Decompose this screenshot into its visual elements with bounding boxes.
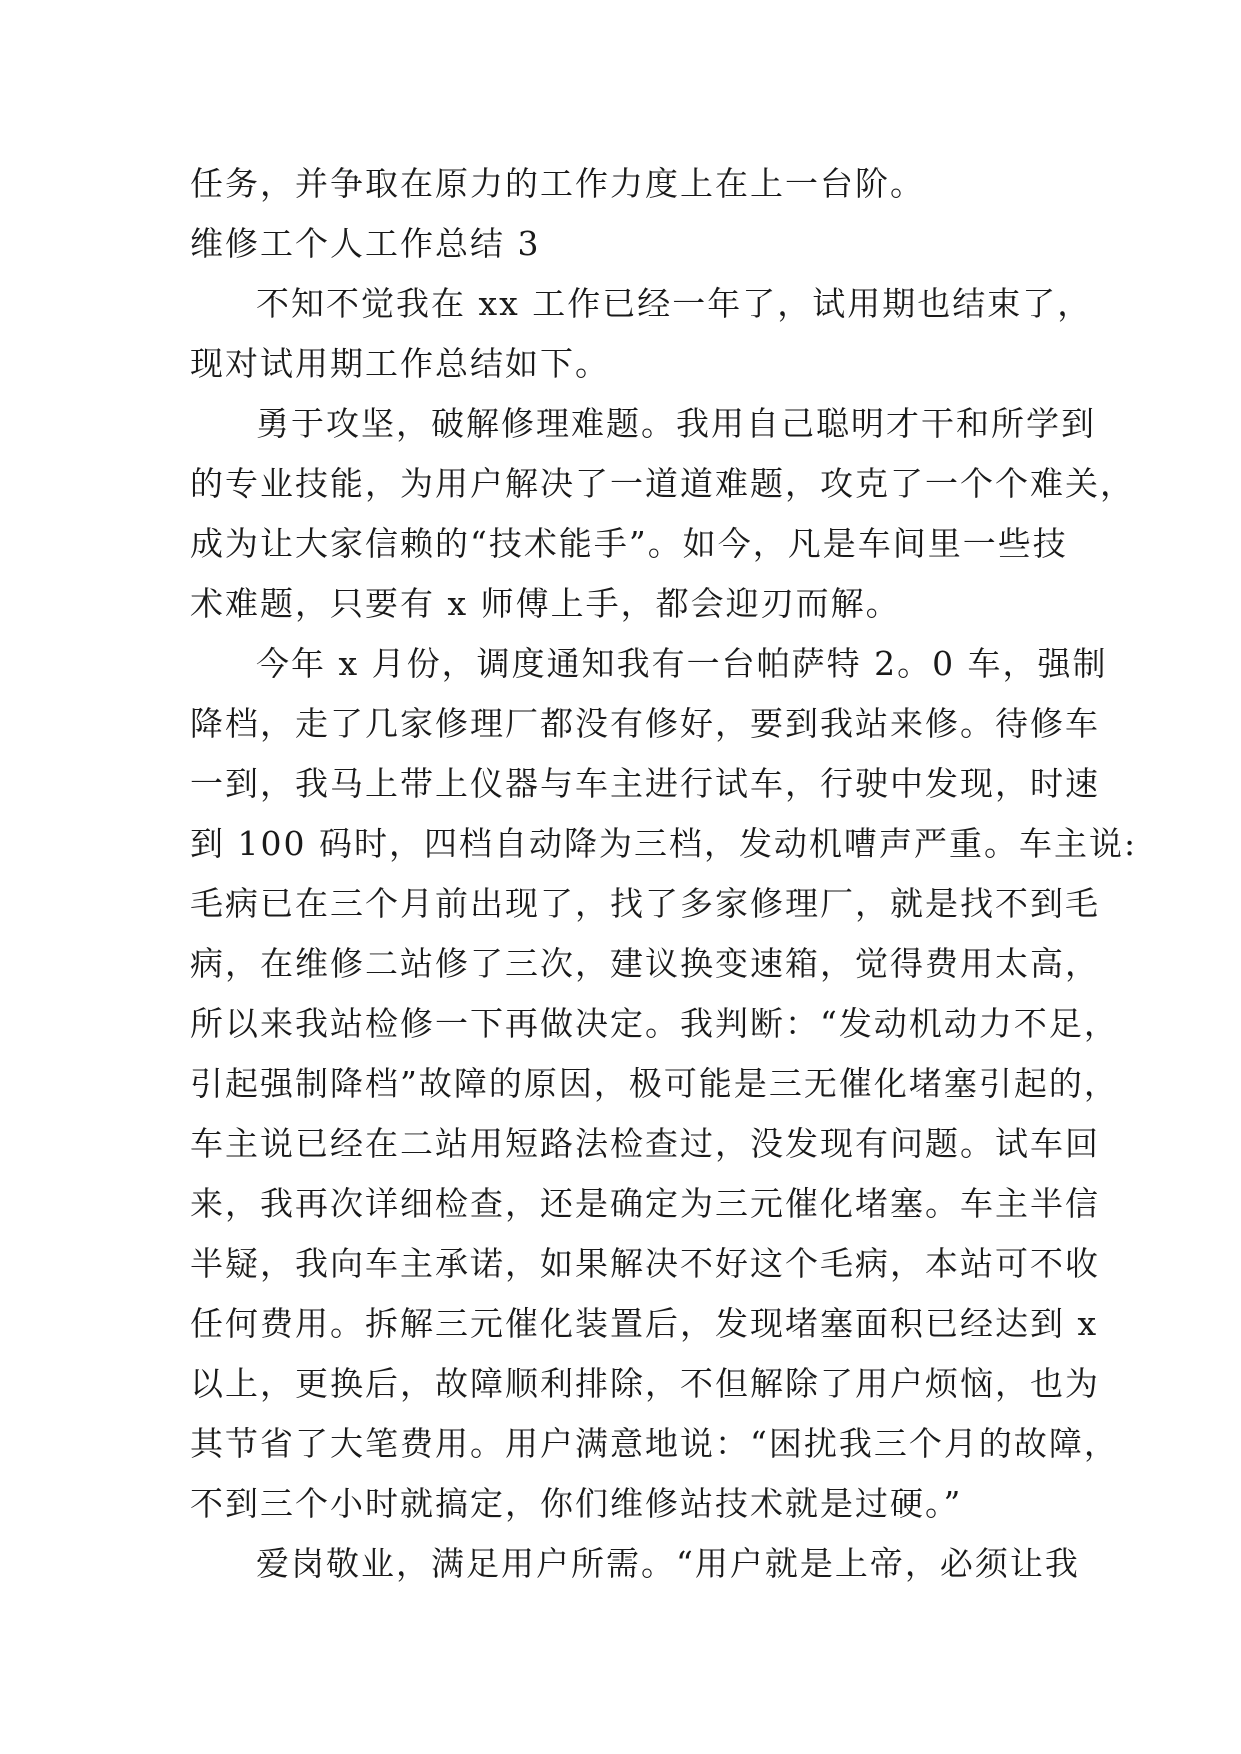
text-line: 所以来我站检修一下再做决定。我判断：“发动机动力不足，: [190, 1004, 1119, 1043]
text-line: 到 100 码时，四档自动降为三档，发动机嘈声严重。车主说:: [190, 824, 1138, 863]
text-line: 一到，我马上带上仪器与车主进行试车，行驶中发现，时速: [190, 764, 1100, 803]
text-line: 病，在维修二站修了三次，建议换变速箱，觉得费用太高，: [190, 944, 1100, 983]
text-line: 降档，走了几家修理厂都没有修好，要到我站来修。待修车: [190, 704, 1100, 743]
section-heading: 维修工个人工作总结 3: [190, 224, 541, 263]
document-body: [190, 154, 1138, 1594]
text-line: 毛病已在三个月前出现了，找了多家修理厂，就是找不到毛: [190, 884, 1100, 923]
paragraph-start-line: 爱岗敬业，满足用户所需。“用户就是上帝，必须让我: [256, 1544, 1080, 1583]
text-line: 引起强制降档”故障的原因，极可能是三无催化堵塞引起的，: [190, 1064, 1119, 1103]
paragraph-start-line: 不知不觉我在 xx 工作已经一年了，试用期也结束了，: [256, 284, 1093, 323]
text-line: 不到三个小时就搞定，你们维修站技术就是过硬。”: [190, 1484, 963, 1523]
paragraph-start-line: 勇于攻坚，破解修理难题。我用自己聪明才干和所学到: [256, 404, 1096, 443]
text-line: 术难题，只要有 x 师傅上手，都会迎刃而解。: [190, 584, 901, 623]
text-line: 现对试用期工作总结如下。: [190, 344, 610, 383]
text-line: 任何费用。拆解三元催化装置后，发现堵塞面积已经达到 x: [190, 1304, 1099, 1343]
text-line: 其节省了大笔费用。用户满意地说：“困扰我三个月的故障，: [190, 1424, 1119, 1463]
text-line: 以上，更换后，故障顺利排除，不但解除了用户烦恼，也为: [190, 1364, 1100, 1403]
paragraph-start-line: 今年 x 月份，调度通知我有一台帕萨特 2。0 车，强制: [256, 644, 1108, 683]
text-line: 来，我再次详细检查，还是确定为三元催化堵塞。车主半信: [190, 1184, 1100, 1223]
text-line: 成为让大家信赖的“技术能手”。如今，凡是车间里一些技: [190, 524, 1068, 563]
text-line: 半疑，我向车主承诺，如果解决不好这个毛病，本站可不收: [190, 1244, 1100, 1283]
text-line: 车主说已经在二站用短路法检查过，没发现有问题。试车回: [190, 1124, 1100, 1163]
text-line: 的专业技能，为用户解决了一道道难题，攻克了一个个难关，: [190, 464, 1135, 503]
text-line: 任务，并争取在原力的工作力度上在上一台阶。: [190, 164, 925, 203]
